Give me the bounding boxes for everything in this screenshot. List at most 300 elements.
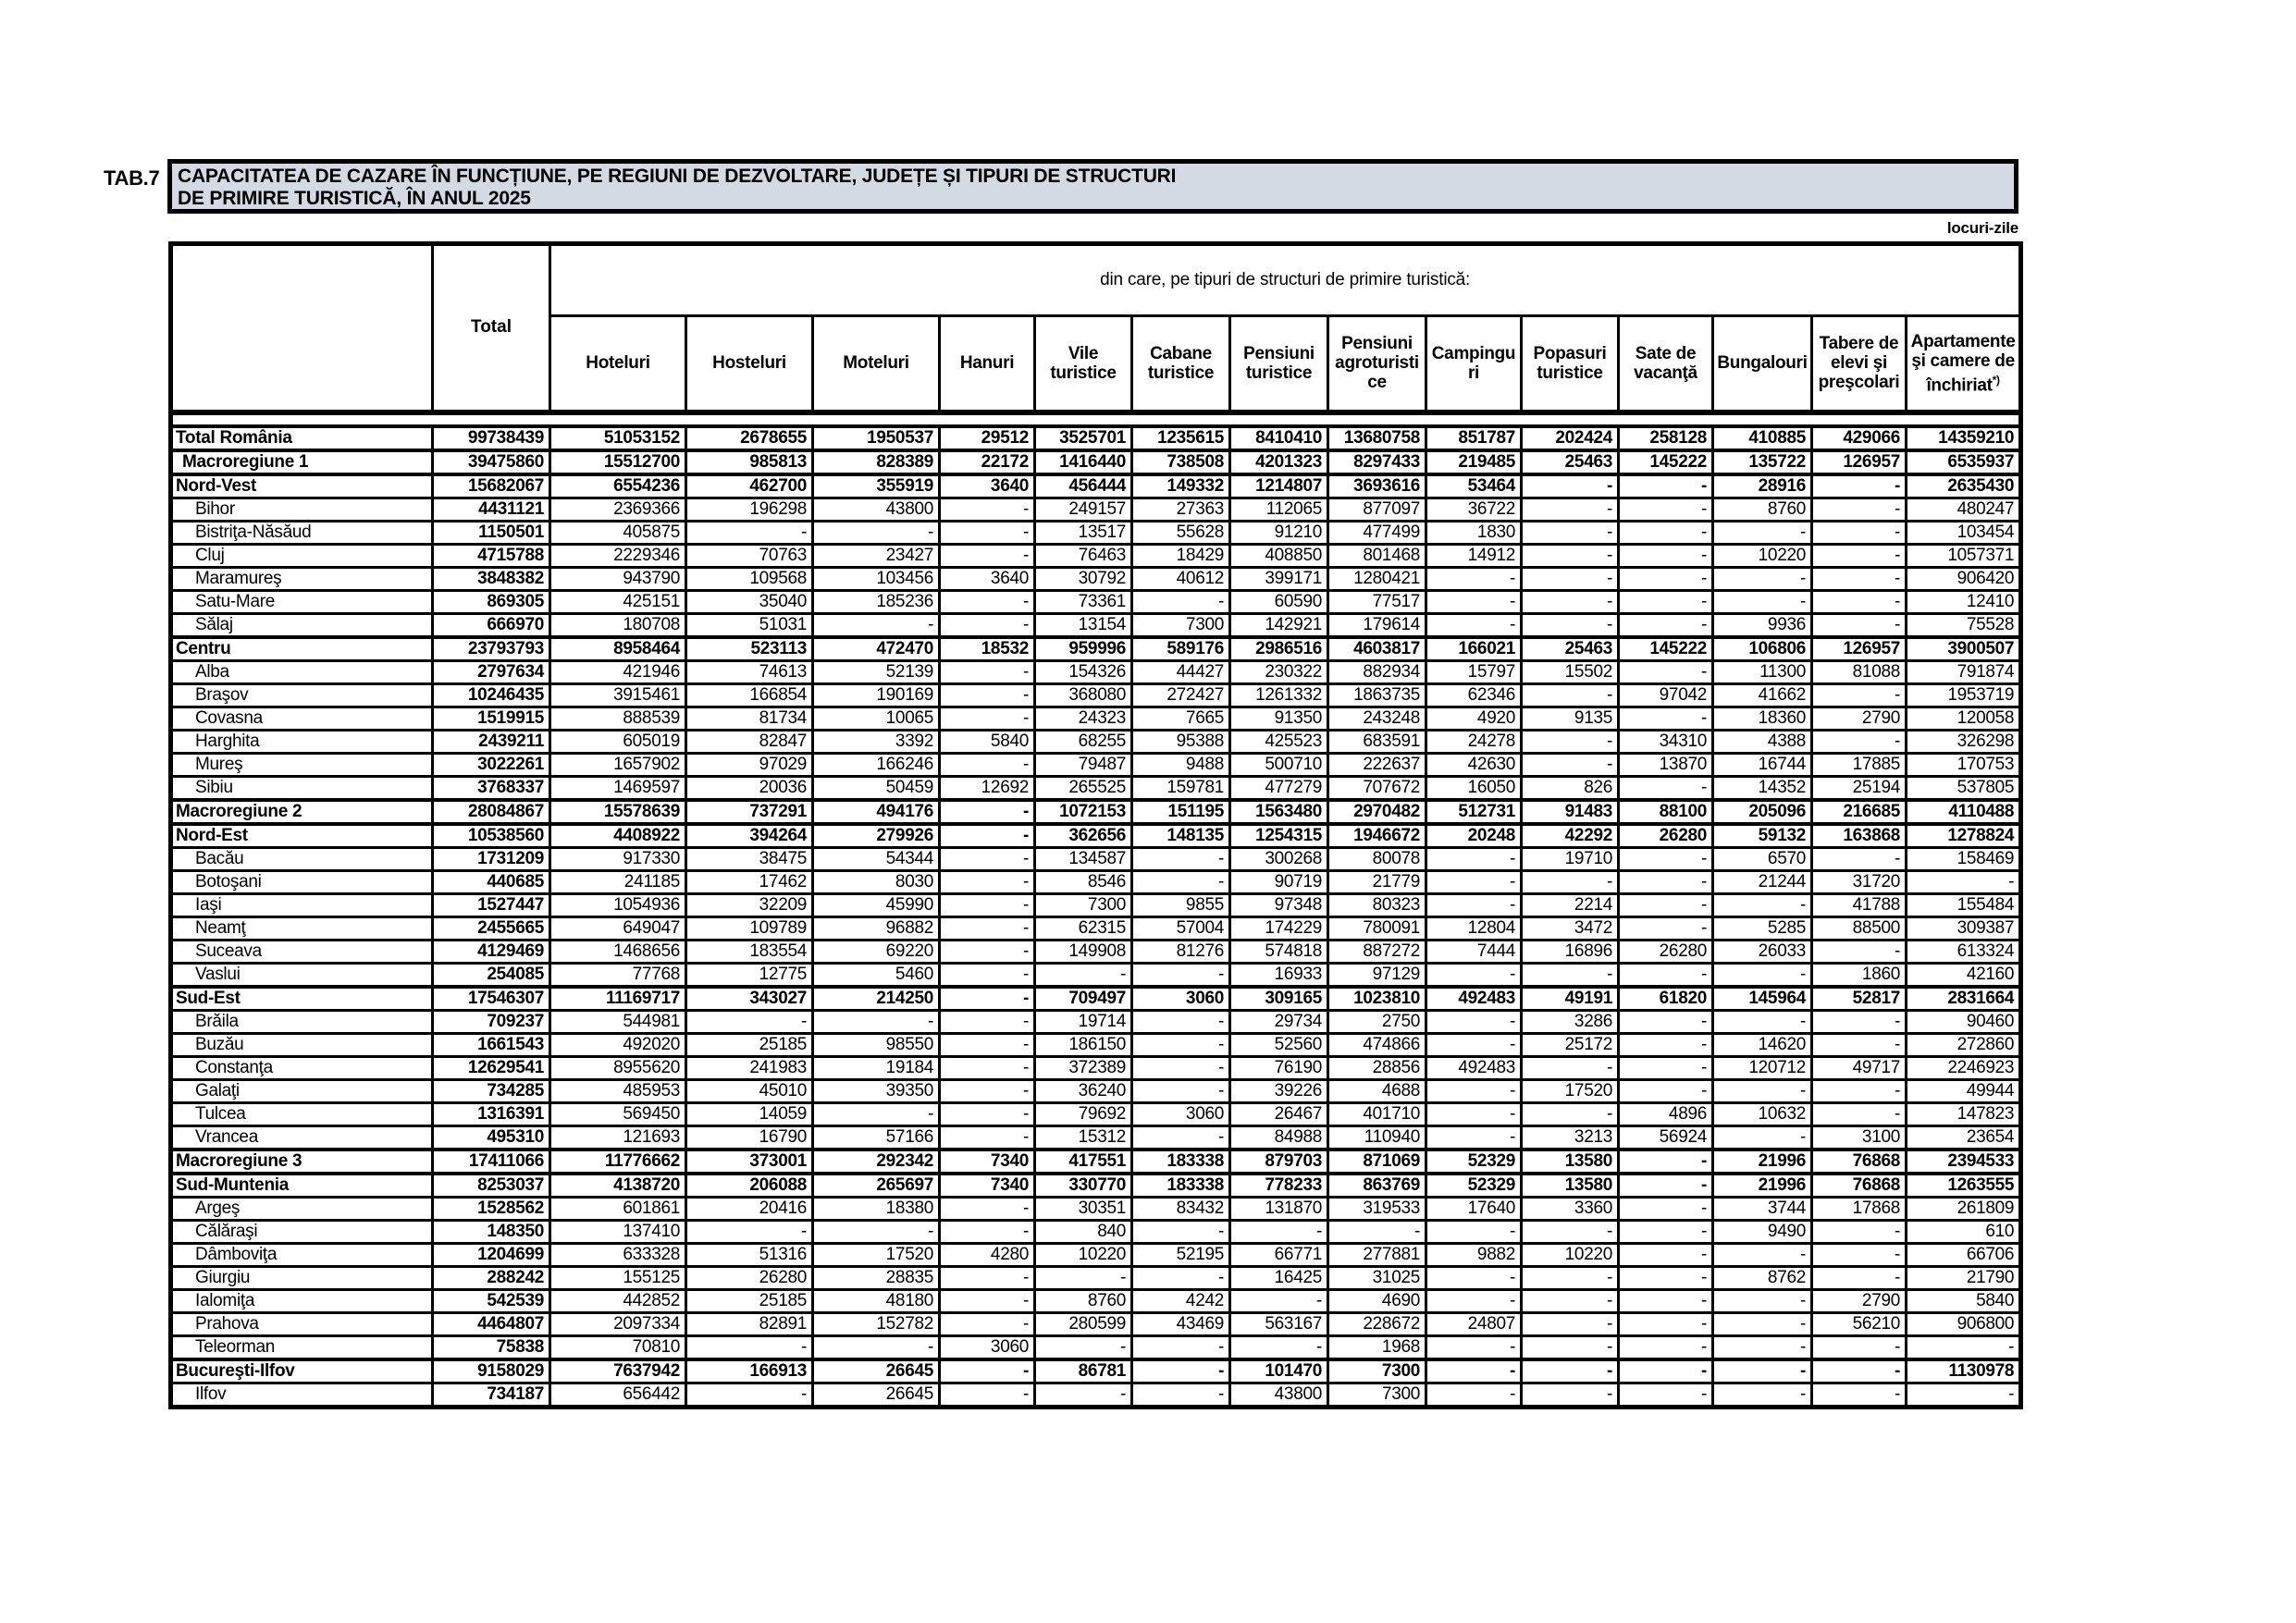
data-cell: - [940,1102,1035,1125]
data-cell: 19714 [1035,1010,1132,1033]
data-cell: - [940,847,1035,870]
data-cell: 1731209 [433,847,550,870]
data-cell: 737291 [686,800,813,824]
data-cell: - [1713,567,1812,590]
data-cell: 2790 [1812,1289,1907,1312]
data-cell: 3022261 [433,753,550,776]
data-cell: 166913 [686,1359,813,1383]
data-cell: 45010 [686,1079,813,1102]
table-row [171,824,2021,848]
table-row [171,1125,2021,1150]
data-cell: 394264 [686,824,813,848]
data-cell: 9490 [1713,1220,1812,1243]
data-cell: 656442 [550,1383,686,1407]
data-cell: - [940,498,1035,521]
data-cell: 99738439 [433,426,550,450]
data-cell: 495310 [433,1125,550,1150]
data-cell: 70763 [686,544,813,567]
data-cell: 83432 [1132,1197,1230,1220]
data-cell: - [1713,521,1812,544]
data-cell: 145222 [1619,450,1713,474]
data-cell: 17868 [1812,1197,1907,1220]
data-cell: 20036 [686,776,813,800]
row-label: Călăraşi [171,1220,433,1243]
data-cell: 879703 [1230,1150,1328,1174]
data-cell: 135722 [1713,450,1812,474]
row-label: Covasna [171,707,433,730]
row-label: Ilfov [171,1383,433,1407]
data-cell: 563167 [1230,1312,1328,1335]
data-cell: 70810 [550,1335,686,1359]
data-cell: 709497 [1035,987,1132,1011]
data-cell: 12804 [1426,916,1522,940]
data-cell: - [940,1079,1035,1102]
table-row [171,637,2021,661]
data-cell: 25194 [1812,776,1907,800]
data-cell: 4129469 [433,940,550,963]
data-cell: 152782 [813,1312,940,1335]
table-row [171,1312,2021,1335]
data-cell: 4688 [1328,1079,1426,1102]
row-label: Suceava [171,940,433,963]
data-cell: 9882 [1426,1243,1522,1266]
table-row [171,1174,2021,1198]
data-cell: 405875 [550,521,686,544]
data-cell: 1946672 [1328,824,1426,848]
data-cell: - [1619,847,1713,870]
data-cell: 2455665 [433,916,550,940]
data-cell: 3693616 [1328,474,1426,498]
data-cell: - [1522,1056,1619,1079]
data-cell: 14059 [686,1102,813,1125]
data-cell: 222637 [1328,753,1426,776]
data-cell: 3286 [1522,1010,1619,1033]
data-cell: 272860 [1907,1033,2021,1056]
data-cell: 649047 [550,916,686,940]
data-cell: 1469597 [550,776,686,800]
data-cell: 3100 [1812,1125,1907,1150]
data-cell: - [1619,1079,1713,1102]
table-row [171,1150,2021,1174]
data-cell: - [1426,1125,1522,1150]
data-cell: 7637942 [550,1359,686,1383]
data-cell: 180708 [550,613,686,637]
table-row [171,730,2021,753]
data-cell: 417551 [1035,1150,1132,1174]
data-cell: - [1328,1220,1426,1243]
data-cell: 494176 [813,800,940,824]
data-cell: 41662 [1713,683,1812,707]
data-cell: - [940,590,1035,613]
data-cell: 205096 [1713,800,1812,824]
data-cell: - [813,1220,940,1243]
data-cell: - [1426,1289,1522,1312]
data-cell: 485953 [550,1079,686,1102]
data-cell: 42160 [1907,963,2021,987]
table-row [171,1033,2021,1056]
table-row [171,987,2021,1011]
data-cell: - [1132,1220,1230,1243]
row-label: Sud-Est [171,987,433,1011]
data-cell: 7340 [940,1150,1035,1174]
table-row [171,544,2021,567]
data-cell: 429066 [1812,426,1907,450]
data-cell: - [1619,1289,1713,1312]
row-label: Teleorman [171,1335,433,1359]
data-cell: 76190 [1230,1056,1328,1079]
data-cell: 1968 [1328,1335,1426,1359]
data-cell: 12629541 [433,1056,550,1079]
data-cell: 43800 [1230,1383,1328,1407]
data-cell: 3060 [1132,1102,1230,1125]
data-cell: 52560 [1230,1033,1328,1056]
column-header-3: Moteluri [813,316,940,412]
data-cell: - [1426,567,1522,590]
data-cell: - [1812,1220,1907,1243]
data-cell: 101470 [1230,1359,1328,1383]
data-cell: 31025 [1328,1266,1426,1289]
data-cell: 277881 [1328,1243,1426,1266]
data-cell: - [1619,521,1713,544]
data-cell: 159781 [1132,776,1230,800]
data-cell: 343027 [686,987,813,1011]
data-cell: 91483 [1522,800,1619,824]
data-cell: 23427 [813,544,940,567]
data-cell: 8297433 [1328,450,1426,474]
data-cell: 75838 [433,1335,550,1359]
data-cell: 1150501 [433,521,550,544]
data-cell: 28916 [1713,474,1812,498]
data-cell: - [1713,1312,1812,1335]
data-cell: - [1619,567,1713,590]
data-cell: 54344 [813,847,940,870]
data-cell: 97129 [1328,963,1426,987]
column-header-9: Campinguri [1426,316,1522,412]
row-label: Ialomiţa [171,1289,433,1312]
data-cell: 1214807 [1230,474,1328,498]
data-cell: - [686,1010,813,1033]
data-cell: 5460 [813,963,940,987]
data-cell: 60590 [1230,590,1328,613]
data-cell: - [940,870,1035,893]
data-cell: 8955620 [550,1056,686,1079]
data-cell: 4242 [1132,1289,1230,1312]
column-header-2: Hosteluri [686,316,813,412]
data-cell: 166854 [686,683,813,707]
data-cell: 30792 [1035,567,1132,590]
data-cell: 1563480 [1230,800,1328,824]
data-cell: 13580 [1522,1174,1619,1198]
table-row [171,776,2021,800]
data-cell: - [1035,963,1132,987]
data-cell: 97029 [686,753,813,776]
data-cell: 76463 [1035,544,1132,567]
data-cell: - [1812,1359,1907,1383]
data-cell: - [940,893,1035,916]
data-cell: 66771 [1230,1243,1328,1266]
data-cell: - [1619,893,1713,916]
data-cell: 300268 [1230,847,1328,870]
column-header-8: Pensiuni agroturistice [1328,316,1426,412]
data-cell: - [940,544,1035,567]
data-cell: 77768 [550,963,686,987]
data-cell: 31720 [1812,870,1907,893]
data-cell: - [1522,730,1619,753]
data-cell: - [813,1010,940,1033]
data-cell: 27363 [1132,498,1230,521]
data-cell: 633328 [550,1243,686,1266]
data-cell: 1657902 [550,753,686,776]
data-cell: - [1426,963,1522,987]
data-cell: 16933 [1230,963,1328,987]
data-cell: 50459 [813,776,940,800]
data-cell: 40612 [1132,567,1230,590]
data-cell: 474866 [1328,1033,1426,1056]
table-row [171,707,2021,730]
data-cell: 75528 [1907,613,2021,637]
data-cell: 17546307 [433,987,550,1011]
data-cell: - [1619,870,1713,893]
data-cell: - [1619,1150,1713,1174]
data-cell: - [1812,544,1907,567]
data-cell: 57166 [813,1125,940,1150]
data-cell: 425151 [550,590,686,613]
row-label: Nord-Vest [171,474,433,498]
data-cell: 1261332 [1230,683,1328,707]
page-title-line-1: CAPACITATEA DE CAZARE ÎN FUNCȚIUNE, PE REGIUNI DE DEZVOLTARE, JUDEȚE ȘI TIPURI DE STRUCTURI [178,166,1177,187]
data-cell: - [1619,474,1713,498]
data-cell: 4715788 [433,544,550,567]
data-cell: 35040 [686,590,813,613]
data-cell: 41788 [1812,893,1907,916]
data-cell: 230322 [1230,660,1328,683]
data-cell: - [1522,1266,1619,1289]
data-cell: 28835 [813,1266,940,1289]
data-cell: 90719 [1230,870,1328,893]
data-cell: - [1132,1056,1230,1079]
data-cell: - [1812,730,1907,753]
data-cell: 36722 [1426,498,1522,521]
row-label: Bistriţa-Năsăud [171,521,433,544]
row-label: Sud-Muntenia [171,1174,433,1198]
data-cell: 49717 [1812,1056,1907,1079]
data-cell: 74613 [686,660,813,683]
data-cell: - [686,1335,813,1359]
data-cell: 10220 [1035,1243,1132,1266]
data-cell: - [1522,590,1619,613]
data-cell: - [1812,590,1907,613]
data-cell: - [1522,474,1619,498]
data-cell: 142921 [1230,613,1328,637]
data-cell: - [1907,1383,2021,1407]
data-cell: - [813,613,940,637]
column-header-12: Bungalouri [1713,316,1812,412]
data-cell: 943790 [550,567,686,590]
data-cell: 52329 [1426,1150,1522,1174]
data-cell: 81088 [1812,660,1907,683]
data-cell: 15512700 [550,450,686,474]
data-cell: 8253037 [433,1174,550,1198]
data-cell: 3768337 [433,776,550,800]
data-cell: 77517 [1328,590,1426,613]
data-cell: - [1426,590,1522,613]
data-cell: 51053152 [550,426,686,450]
data-cell: 512731 [1426,800,1522,824]
data-cell: 10220 [1713,544,1812,567]
data-cell: 21996 [1713,1174,1812,1198]
data-cell: 709237 [433,1010,550,1033]
data-cell: 12775 [686,963,813,987]
data-cell: 780091 [1328,916,1426,940]
data-cell: 10220 [1522,1243,1619,1266]
data-cell: 1860 [1812,963,1907,987]
data-cell: 2797634 [433,660,550,683]
data-cell: 4431121 [433,498,550,521]
column-header-10: Popasuri turistice [1522,316,1619,412]
data-cell: 52817 [1812,987,1907,1011]
data-cell: 13680758 [1328,426,1426,450]
data-cell: 103456 [813,567,940,590]
data-cell: 106806 [1713,637,1812,661]
data-cell: 738508 [1132,450,1230,474]
data-cell: 59132 [1713,824,1812,848]
data-cell: 1054936 [550,893,686,916]
data-cell: 13870 [1619,753,1713,776]
data-cell: 2635430 [1907,474,2021,498]
data-cell: - [1132,1266,1230,1289]
data-cell: 17520 [1522,1079,1619,1102]
data-cell: - [940,963,1035,987]
data-cell: 36240 [1035,1079,1132,1102]
unit-of-measure-note: locuri-zile [1946,219,2018,237]
row-label: Mureş [171,753,433,776]
data-cell: 69220 [813,940,940,963]
data-cell: - [940,800,1035,824]
data-cell: 1254315 [1230,824,1328,848]
data-cell: 112065 [1230,498,1328,521]
data-cell: - [1230,1289,1328,1312]
data-cell: 10065 [813,707,940,730]
data-cell: - [1713,893,1812,916]
data-cell: 73361 [1035,590,1132,613]
row-label: Centru [171,637,433,661]
data-cell: 26033 [1713,940,1812,963]
data-cell: 202424 [1522,426,1619,450]
data-cell: - [1713,1289,1812,1312]
data-cell: - [1426,1079,1522,1102]
data-cell: 76868 [1812,1150,1907,1174]
data-cell: - [1812,1383,1907,1407]
data-cell: 4920 [1426,707,1522,730]
data-cell: 18360 [1713,707,1812,730]
data-cell: 219485 [1426,450,1522,474]
data-cell: 82891 [686,1312,813,1335]
data-cell: 98550 [813,1033,940,1056]
data-cell: 43800 [813,498,940,521]
row-label: Giurgiu [171,1266,433,1289]
data-cell: - [686,1383,813,1407]
data-cell: 3848382 [433,567,550,590]
data-cell: 15578639 [550,800,686,824]
data-cell: 258128 [1619,426,1713,450]
data-cell: - [1426,613,1522,637]
table-row [171,847,2021,870]
data-cell: 183338 [1132,1174,1230,1198]
data-cell: 877097 [1328,498,1426,521]
data-cell: 120712 [1713,1056,1812,1079]
page-title-line-2: DE PRIMIRE TURISTICĂ, ÎN ANUL 2025 [178,188,531,209]
row-label: Satu-Mare [171,590,433,613]
data-cell: 8760 [1035,1289,1132,1312]
table-row [171,498,2021,521]
data-cell: 3744 [1713,1197,1812,1220]
data-cell: 228672 [1328,1312,1426,1335]
data-cell: - [940,660,1035,683]
data-cell: - [1132,1359,1230,1383]
data-cell: 15312 [1035,1125,1132,1150]
data-cell: 500710 [1230,753,1328,776]
data-cell: - [1619,613,1713,637]
data-cell: - [1713,1010,1812,1033]
data-cell: - [1522,1220,1619,1243]
row-label: Bucureşti-Ilfov [171,1359,433,1383]
data-cell: 683591 [1328,730,1426,753]
data-cell: 16896 [1522,940,1619,963]
data-cell: 801468 [1328,544,1426,567]
row-label: Galaţi [171,1079,433,1102]
title-box [167,159,2018,214]
data-cell: 91350 [1230,707,1328,730]
data-cell: 1130978 [1907,1359,2021,1383]
table-row [171,683,2021,707]
table-body [171,426,2021,1408]
data-cell: - [1426,870,1522,893]
data-cell: 2394533 [1907,1150,2021,1174]
data-cell: 145964 [1713,987,1812,1011]
data-cell: 1830 [1426,521,1522,544]
data-cell: 51316 [686,1243,813,1266]
data-cell: 39226 [1230,1079,1328,1102]
table-row [171,753,2021,776]
data-cell: - [1619,1266,1713,1289]
data-cell: 288242 [433,1266,550,1289]
row-label: Sibiu [171,776,433,800]
table-row [171,474,2021,498]
data-cell: 401710 [1328,1102,1426,1125]
data-cell: - [1619,590,1713,613]
data-cell: 158469 [1907,847,2021,870]
data-cell: 53464 [1426,474,1522,498]
data-cell: 49944 [1907,1079,2021,1102]
data-cell: 1072153 [1035,800,1132,824]
data-cell: 18429 [1132,544,1230,567]
data-cell: - [1713,1243,1812,1266]
data-cell: - [1619,1335,1713,1359]
data-cell: 190169 [813,683,940,707]
data-cell: - [1812,847,1907,870]
data-cell: 4896 [1619,1102,1713,1125]
data-cell: 2831664 [1907,987,2021,1011]
data-cell: 8760 [1713,498,1812,521]
table-row [171,1056,2021,1079]
data-cell: - [1426,1010,1522,1033]
data-cell: 109568 [686,567,813,590]
data-cell: 1316391 [433,1102,550,1125]
data-cell: 11776662 [550,1150,686,1174]
table-row [171,870,2021,893]
data-cell: 15797 [1426,660,1522,683]
data-cell: 440685 [433,870,550,893]
